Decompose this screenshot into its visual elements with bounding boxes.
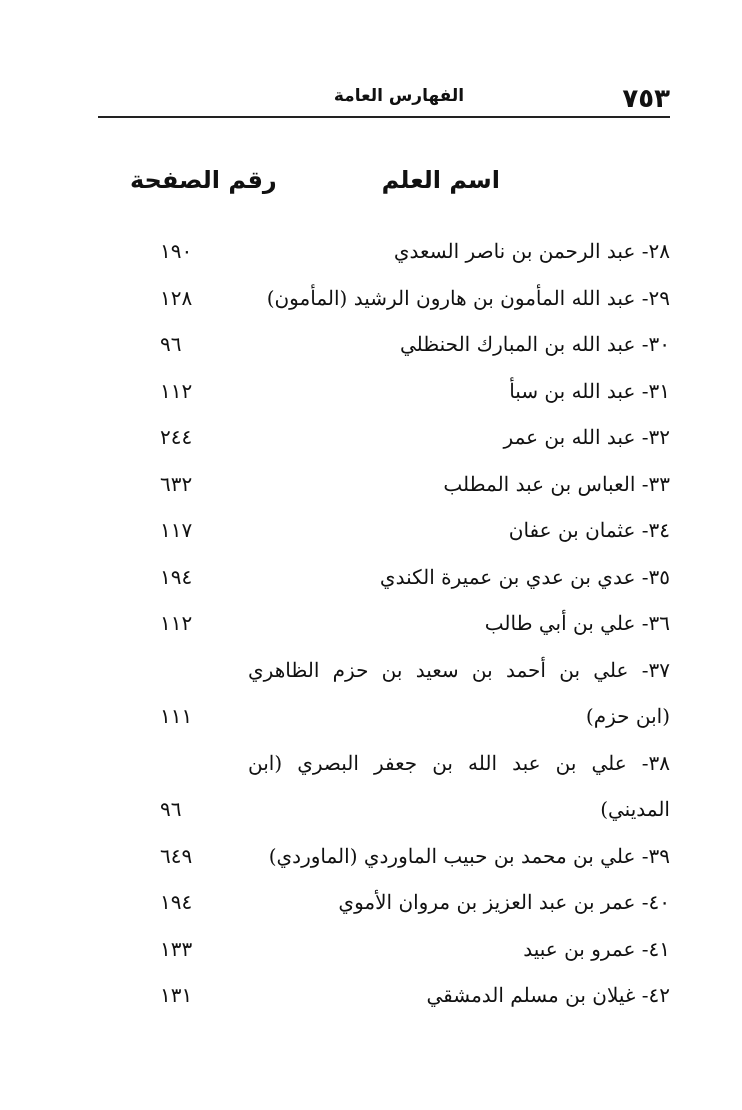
index-entry: [98, 414, 670, 461]
entry-page-number: ٦٣٢: [160, 471, 193, 496]
index-entry: [98, 228, 670, 275]
entry-name: ٤٠- عمر بن عبد العزيز بن مروان الأموي: [338, 890, 670, 914]
index-entry-continuation: [98, 693, 670, 740]
entry-page-number: ١٩٤: [160, 564, 193, 589]
entry-page-number: ٩٦: [160, 797, 182, 821]
entry-name: ٣١- عبد الله بن سبأ: [509, 378, 670, 403]
index-entry: [98, 833, 670, 880]
running-title: الفهارس العامة: [333, 86, 465, 106]
index-entry: [98, 647, 670, 694]
entry-page-number: ١٣١: [160, 983, 193, 1007]
page-column-heading: رقم الصفحة: [130, 166, 277, 194]
entry-page-number: ١١٢: [160, 611, 193, 635]
column-headings: [98, 166, 670, 202]
entry-page-number: ٩٦: [160, 332, 182, 356]
page-header: [98, 82, 670, 118]
entry-name: ٢٩- عبد الله المأمون بن هارون الرشيد (المأمون): [266, 285, 670, 310]
entry-page-number: ١٩٠: [160, 239, 193, 263]
index-entry: [98, 740, 670, 787]
index-entry: [98, 554, 670, 601]
entry-name: ٣٧- علي بن أحمد بن سعيد بن حزم الظاهري: [248, 657, 670, 682]
entry-page-number: ١٩٤: [160, 890, 193, 914]
index-entry: [98, 507, 670, 554]
index-entry: [98, 461, 670, 508]
index-entry: [98, 926, 670, 973]
entry-name: (ابن حزم): [585, 704, 670, 728]
index-entry: [98, 600, 670, 647]
entry-name: المديني): [600, 797, 670, 821]
index-entry: [98, 879, 670, 926]
entry-name: ٣٩- علي بن محمد بن حبيب الماوردي (الماوردي): [268, 843, 670, 868]
index-entry: [98, 321, 670, 368]
entry-page-number: ١١١: [160, 704, 193, 728]
index-entry: [98, 972, 670, 1019]
entry-name: ٣٣- العباس بن عبد المطلب: [443, 471, 670, 496]
entry-name: ٤٢- غيلان بن مسلم الدمشقي: [426, 983, 670, 1007]
entry-name: ٣٨- علي بن عبد الله بن جعفر البصري (ابن: [248, 750, 670, 775]
index-entry: [98, 275, 670, 322]
header-rule: [98, 116, 670, 118]
index-entry-continuation: [98, 786, 670, 833]
entry-page-number: ١١٢: [160, 378, 193, 403]
index-entries: [98, 228, 670, 1019]
entry-page-number: ٦٤٩: [160, 843, 193, 868]
entry-name: ٤١- عمرو بن عبيد: [523, 936, 670, 961]
entry-name: ٣٢- عبد الله بن عمر: [503, 425, 670, 449]
entry-page-number: ١١٧: [160, 518, 193, 542]
page-number: ٧٥٣: [622, 84, 670, 114]
entry-page-number: ٢٤٤: [160, 425, 193, 449]
entry-page-number: ١٣٣: [160, 936, 193, 961]
entry-name: ٢٨- عبد الرحمن بن ناصر السعدي: [393, 239, 670, 263]
index-entry: [98, 368, 670, 415]
entry-page-number: ١٢٨: [160, 285, 193, 310]
entry-name: ٣٥- عدي بن عدي بن عميرة الكندي: [379, 564, 670, 589]
entry-name: ٣٠- عبد الله بن المبارك الحنظلي: [399, 332, 670, 356]
name-column-heading: اسم العلم: [381, 166, 500, 194]
entry-name: ٣٦- علي بن أبي طالب: [484, 611, 670, 635]
entry-name: ٣٤- عثمان بن عفان: [508, 518, 670, 542]
